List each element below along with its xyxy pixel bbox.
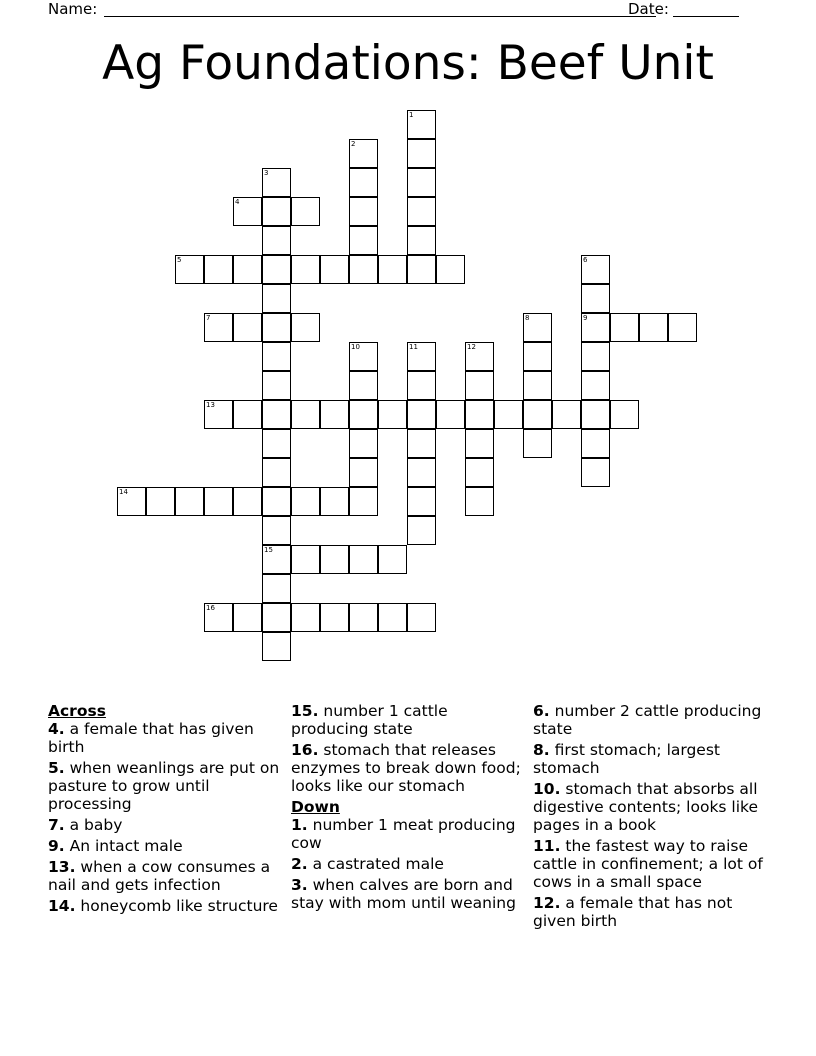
- grid-cell[interactable]: [407, 197, 436, 226]
- grid-cell[interactable]: [175, 487, 204, 516]
- grid-cell[interactable]: [378, 255, 407, 284]
- grid-cell[interactable]: [117, 487, 146, 516]
- grid-cell[interactable]: [320, 487, 349, 516]
- grid-cell[interactable]: [465, 458, 494, 487]
- clue-number: 9.: [48, 837, 65, 855]
- grid-cell[interactable]: [262, 342, 291, 371]
- grid-cell[interactable]: [407, 400, 436, 429]
- cell-number: 16: [206, 604, 215, 612]
- grid-cell[interactable]: [407, 516, 436, 545]
- clue-list: [291, 702, 527, 795]
- grid-cell[interactable]: [262, 516, 291, 545]
- clue-text: a female that has not given birth: [533, 894, 733, 930]
- clues-column-3: [533, 702, 769, 933]
- clue-item: [533, 837, 769, 891]
- grid-cell[interactable]: [146, 487, 175, 516]
- grid-cell[interactable]: [581, 371, 610, 400]
- grid-cell[interactable]: [291, 603, 320, 632]
- grid-cell[interactable]: [610, 400, 639, 429]
- clue-text: a castrated male: [312, 855, 444, 873]
- cell-number: 1: [409, 111, 414, 119]
- clue-item: [48, 720, 284, 756]
- grid-cell[interactable]: [262, 603, 291, 632]
- clue-list: [291, 816, 527, 912]
- clue-item: [533, 780, 769, 834]
- grid-cell[interactable]: [349, 255, 378, 284]
- grid-cell[interactable]: [581, 429, 610, 458]
- grid-cell[interactable]: [349, 603, 378, 632]
- grid-cell[interactable]: [262, 429, 291, 458]
- grid-cell[interactable]: [349, 371, 378, 400]
- grid-cell[interactable]: [262, 284, 291, 313]
- grid-cell[interactable]: [523, 313, 552, 342]
- cell-number: 6: [583, 256, 588, 264]
- grid-cell[interactable]: [523, 400, 552, 429]
- grid-cell[interactable]: [262, 458, 291, 487]
- clue-text: when calves are born and stay with mom until weaning: [291, 876, 516, 912]
- clue-text: number 2 cattle producing state: [533, 702, 762, 738]
- clue-text: honeycomb like structure: [80, 897, 278, 915]
- grid-cell[interactable]: [233, 603, 262, 632]
- clue-number: 1.: [291, 816, 308, 834]
- grid-cell[interactable]: [291, 255, 320, 284]
- clue-text: when a cow consumes a nail and gets infection: [48, 858, 271, 894]
- grid-cell[interactable]: [407, 371, 436, 400]
- grid-cell[interactable]: [465, 487, 494, 516]
- grid-cell[interactable]: [407, 487, 436, 516]
- grid-cell[interactable]: [349, 342, 378, 371]
- clue-text: An intact male: [69, 837, 183, 855]
- grid-cell[interactable]: [233, 255, 262, 284]
- grid-cell[interactable]: [291, 197, 320, 226]
- clue-item: [48, 858, 284, 894]
- clue-number: 16.: [291, 741, 319, 759]
- grid-cell[interactable]: [262, 313, 291, 342]
- grid-cell[interactable]: [262, 574, 291, 603]
- grid-cell[interactable]: [407, 168, 436, 197]
- grid-cell[interactable]: [233, 400, 262, 429]
- grid-cell[interactable]: [262, 400, 291, 429]
- name-label: Name:: [48, 0, 98, 18]
- grid-cell[interactable]: [204, 487, 233, 516]
- cell-number: 9: [583, 314, 588, 322]
- cell-number: 7: [206, 314, 211, 322]
- clue-text: first stomach; largest stomach: [533, 741, 721, 777]
- grid-cell[interactable]: [407, 226, 436, 255]
- cell-number: 13: [206, 401, 215, 409]
- grid-cell[interactable]: [523, 429, 552, 458]
- grid-cell[interactable]: [436, 400, 465, 429]
- grid-cell[interactable]: [552, 400, 581, 429]
- grid-cell[interactable]: [175, 255, 204, 284]
- grid-cell[interactable]: [291, 545, 320, 574]
- grid-cell[interactable]: [523, 371, 552, 400]
- grid-cell[interactable]: [204, 313, 233, 342]
- grid-cell[interactable]: [262, 168, 291, 197]
- grid-cell[interactable]: [494, 400, 523, 429]
- grid-cell[interactable]: [407, 139, 436, 168]
- grid-cell[interactable]: [436, 255, 465, 284]
- grid-cell[interactable]: [407, 110, 436, 139]
- grid-cell[interactable]: [581, 458, 610, 487]
- cell-number: 15: [264, 546, 273, 554]
- grid-cell[interactable]: [262, 371, 291, 400]
- grid-cell[interactable]: [465, 371, 494, 400]
- grid-cell[interactable]: [291, 400, 320, 429]
- clue-item: [533, 741, 769, 777]
- grid-cell[interactable]: [262, 226, 291, 255]
- clue-list: [533, 702, 769, 930]
- grid-cell[interactable]: [581, 255, 610, 284]
- grid-cell[interactable]: [349, 168, 378, 197]
- grid-cell[interactable]: [639, 313, 668, 342]
- clue-number: 3.: [291, 876, 308, 894]
- grid-cell[interactable]: [262, 255, 291, 284]
- grid-cell[interactable]: [465, 342, 494, 371]
- clue-number: 6.: [533, 702, 550, 720]
- cell-number: 11: [409, 343, 418, 351]
- grid-cell[interactable]: [291, 487, 320, 516]
- clue-text: a female that has given birth: [48, 720, 254, 756]
- grid-cell[interactable]: [407, 429, 436, 458]
- grid-cell[interactable]: [262, 487, 291, 516]
- clue-item: [48, 759, 284, 813]
- grid-cell[interactable]: [407, 458, 436, 487]
- clue-text: the fastest way to raise cattle in confinement; a lot of cows in a small space: [533, 837, 763, 891]
- clue-number: 14.: [48, 897, 76, 915]
- clue-number: 7.: [48, 816, 65, 834]
- clue-item: [291, 816, 527, 852]
- grid-cell[interactable]: [320, 255, 349, 284]
- clue-text: number 1 meat producing cow: [291, 816, 516, 852]
- clue-number: 10.: [533, 780, 561, 798]
- grid-cell[interactable]: [233, 487, 262, 516]
- grid-cell[interactable]: [349, 429, 378, 458]
- clue-text: stomach that absorbs all digestive contents; looks like pages in a book: [533, 780, 759, 834]
- grid-cell[interactable]: [349, 226, 378, 255]
- clue-text: a baby: [69, 816, 123, 834]
- grid-cell[interactable]: [581, 342, 610, 371]
- grid-cell[interactable]: [262, 632, 291, 661]
- clue-item: [533, 894, 769, 930]
- clue-number: 2.: [291, 855, 308, 873]
- grid-cell[interactable]: [668, 313, 697, 342]
- cell-number: 5: [177, 256, 182, 264]
- grid-cell[interactable]: [320, 603, 349, 632]
- grid-cell[interactable]: [581, 313, 610, 342]
- grid-cell[interactable]: [233, 313, 262, 342]
- grid-cell[interactable]: [262, 545, 291, 574]
- clue-text: number 1 cattle producing state: [291, 702, 448, 738]
- cell-number: 4: [235, 198, 240, 206]
- grid-cell[interactable]: [320, 400, 349, 429]
- clue-number: 12.: [533, 894, 561, 912]
- grid-cell[interactable]: [291, 313, 320, 342]
- grid-cell[interactable]: [407, 342, 436, 371]
- clue-list: [48, 720, 284, 915]
- clue-item: [48, 837, 284, 855]
- grid-cell[interactable]: [262, 197, 291, 226]
- grid-cell[interactable]: [407, 255, 436, 284]
- clue-text: when weanlings are put on pasture to grow until processing: [48, 759, 280, 813]
- cell-number: 12: [467, 343, 476, 351]
- grid-cell[interactable]: [407, 603, 436, 632]
- clues-column-1: [48, 702, 284, 918]
- grid-cell[interactable]: [349, 487, 378, 516]
- grid-cell[interactable]: [349, 139, 378, 168]
- clue-item: [291, 741, 527, 795]
- cell-number: 3: [264, 169, 269, 177]
- cell-number: 14: [119, 488, 128, 496]
- grid-cell[interactable]: [349, 197, 378, 226]
- clue-text: stomach that releases enzymes to break down food; looks like our stomach: [291, 741, 521, 795]
- grid-cell[interactable]: [349, 458, 378, 487]
- clue-item: [291, 876, 527, 912]
- clue-item: [291, 702, 527, 738]
- grid-cell[interactable]: [465, 429, 494, 458]
- grid-cell[interactable]: [204, 255, 233, 284]
- grid-cell[interactable]: [320, 545, 349, 574]
- cell-number: 8: [525, 314, 530, 322]
- grid-cell[interactable]: [349, 400, 378, 429]
- clue-number: 4.: [48, 720, 65, 738]
- across-heading: Across: [48, 702, 106, 720]
- clue-number: 15.: [291, 702, 319, 720]
- clue-number: 5.: [48, 759, 65, 777]
- grid-cell[interactable]: [378, 603, 407, 632]
- clue-item: [48, 897, 284, 915]
- date-label: Date:: [628, 0, 669, 18]
- grid-cell[interactable]: [465, 400, 494, 429]
- clue-number: 8.: [533, 741, 550, 759]
- grid-cell[interactable]: [378, 545, 407, 574]
- grid-cell[interactable]: [378, 400, 407, 429]
- clue-item: [533, 702, 769, 738]
- down-heading: Down: [291, 798, 340, 816]
- clue-item: [291, 855, 527, 873]
- clues-column-2: [291, 702, 527, 915]
- grid-cell[interactable]: [581, 284, 610, 313]
- grid-cell[interactable]: [233, 197, 262, 226]
- grid-cell[interactable]: [581, 400, 610, 429]
- cell-number: 10: [351, 343, 360, 351]
- grid-cell[interactable]: [610, 313, 639, 342]
- clue-item: [48, 816, 284, 834]
- clue-number: 13.: [48, 858, 76, 876]
- cell-number: 2: [351, 140, 356, 148]
- page-title: Ag Foundations: Beef Unit: [102, 36, 714, 91]
- grid-cell[interactable]: [204, 400, 233, 429]
- clue-number: 11.: [533, 837, 561, 855]
- grid-cell[interactable]: [204, 603, 233, 632]
- grid-cell[interactable]: [349, 545, 378, 574]
- grid-cell[interactable]: [523, 342, 552, 371]
